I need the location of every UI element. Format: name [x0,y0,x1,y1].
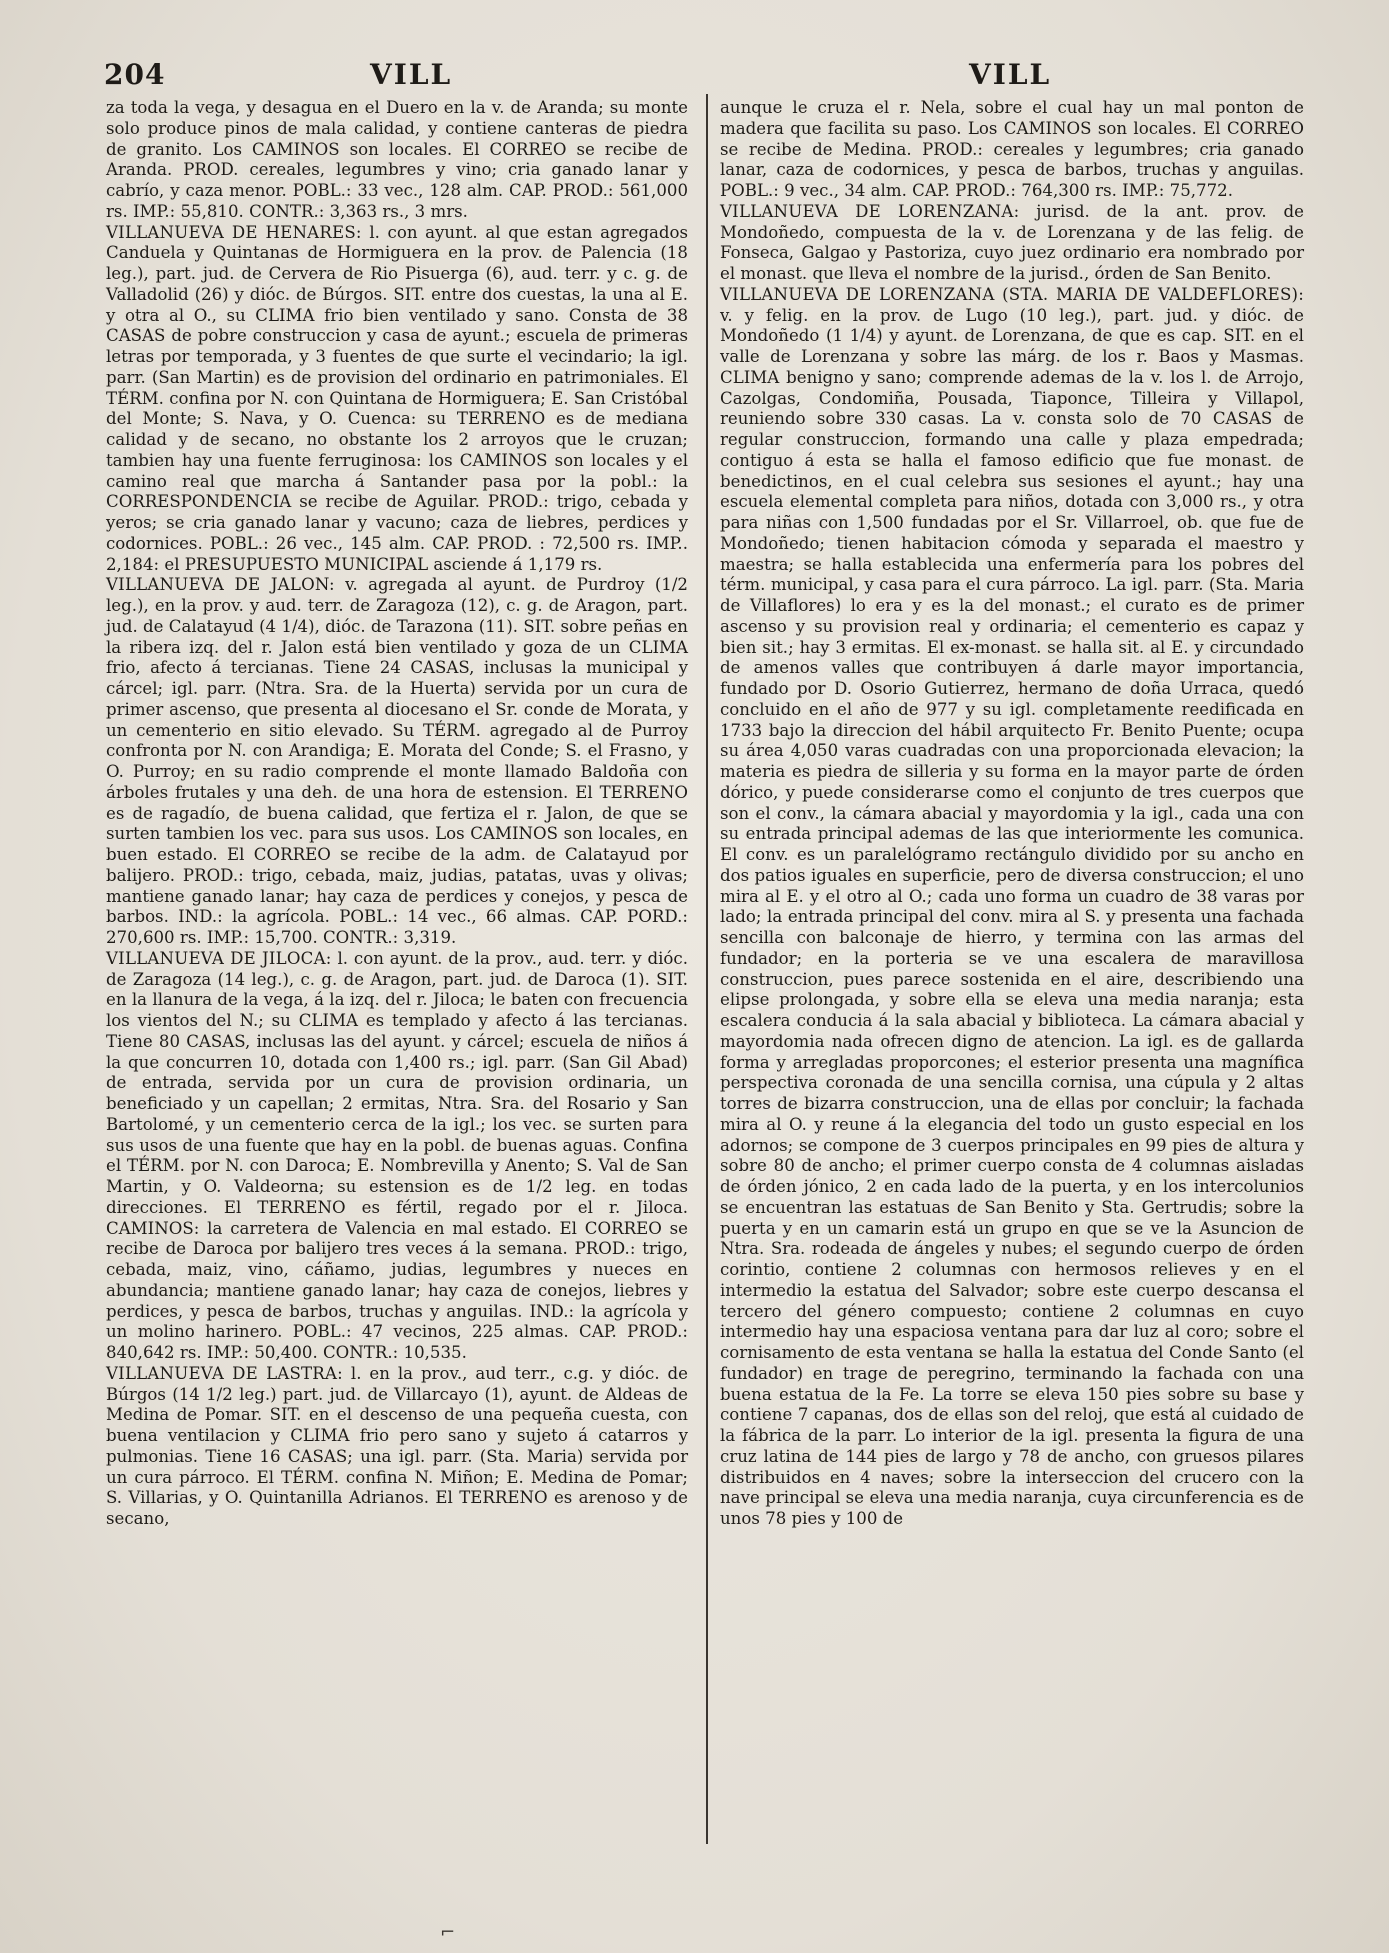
entry-continuation: aunque le cruza el r. Nela, sobre el cual hay un mal ponton de madera que facilita su paso. Los CAMINOS son locales. El CORREO se recibe de Medina. PROD.: cereales y legumbres; cria ganado lanar, caza de codornices, y pesca de barbos, truchas y anguilas. POBL.: 9 vec., 34 alm. CAP. PROD.: 764,300 rs. IMP.: 75,772. [720,98,1304,200]
entry-text: v. y felig. en la prov. de Lugo (10 leg.), part. jud. y dióc. de Mondoñedo (1 1/4) y ayunt. de Lorenzana, de que es cap. SIT. en el valle de Lorenzana y sobre las márg. de los r. Baos y Masmas. CLIMA benigno y sano; comprende ademas de la v. los l. de Arrojo, Cazolgas, Condomiña, Pousada, Tiaponce, Tilleira y Villapol, reuniendo sobre 330 casas. La v. consta solo de 70 CASAS de regular construccion, formando una calle y plaza empedrada; contiguo á esta se halla el famoso edificio que fue monast. de benedictinos, en el cual celebra sus sesiones el ayunt.; hay una escuela elemental completa para niños, dotada con 3,000 rs., y otra para niñas con 1,500 fundadas por el Sr. Villarroel, ob. que fue de Mondoñedo; tienen habitacion cómoda y separada el maestro y maestra; se halla establecida una enfermería para los pobres del térm. municipal, y casa para el cura párroco. La igl. parr. (Sta. Maria de Villaflores) lo era y es la del monast.; el curato es de primer ascenso y su provision real y ordinaria; el cementerio es capaz y bien sit.; hay 3 ermitas. El ex-monast. se halla sit. al E. y circundado de amenos valles que contribuyen á darle mayor importancia, fundado por D. Osorio Gutierrez, hermano de doña Urraca, quedó concluido en el año de 977 y su igl. completamente reedificada en 1733 bajo la direccion del hábil arquitecto Fr. Benito Puente; ocupa su área 4,050 varas cuadradas con una proporcionada elevacion; la materia es piedra de silleria y su forma en la mayor parte de órden dórico, y puede considerarse como el conjunto de tres cuerpos que son el conv., la cámara abacial y mayordomia y la igl., cada una con su entrada principal ademas de las que interiormente les comunica. El conv. es un paralelógramo rectángulo dividido por su ancho en dos patios iguales en superficie, pero de diversa construccion; el uno mira al E. y el otro al O.; cada uno forma un cuadro de 38 varas por lado; la entrada principal del conv. mira al S. y presenta una fachada sencilla con balconaje de hierro, y termina con las armas del fundador; en la porteria se ve una escalera de maravillosa construccion, pues parece sostenida en el aire, describiendo una elipse prolongada, y sobre ella se eleva una media naranja; esta escalera conducia á la sala abacial y biblioteca. La cámara abacial y mayordomia nada ofrecen digno de atencion. La igl. es de gallarda forma y arregladas proporcones; el esterior presenta una magnífica perspectiva coronada de una sencilla cornisa, una cúpula y 2 altas torres de bizarra construccion, una de ellas por concluir; la fachada mira al O. y reune á la elegancia del todo un gusto especial en los adornos; se compone de 3 cuerpos principales en 99 pies de altura y sobre 80 de ancho; el primer cuerpo consta de 4 columnas aisladas de órden jónico, 2 en cada lado de la puerta, y en los intercolunios se encuentran las estatuas de San Benito y Sta. Gertrudis; sobre la puerta y en un camarin está un grupo en que se ve la Asuncion de Ntra. Sra. rodeada de ángeles y nubes; el segundo cuerpo de órden corintio, contiene 2 columnas con hermosos relieves y en el intermedio la estatua del Salvador; sobre este cuerpo descansa el tercero del género compuesto; contiene 2 columnas en cuyo intermedio hay una espaciosa ventana para dar luz al coro; sobre el cornisamento de esta ventana se halla la estatua del Conde Santo (el fundador) en trage de peregrino, terminando la fachada con una buena estatua de la Fe. La torre se eleva 150 pies sobre su base y contiene 7 capanas, dos de ellas son del reloj, que está al cuidado de la fábrica de la parr. Lo interior de la igl. presenta la figura de una cruz latina de 144 pies de largo y 78 de ancho, con gruesos pilares distribuidos en 4 naves; sobre la interseccion del crucero con la nave principal se eleva una media naranja, cuya circunferencia es de unos 78 pies y 100 de [720,305,1304,1528]
entry-villanueva-de-lastra [106,1364,688,1530]
entry-heading: VILLANUEVA DE LORENZANA (STA. MARIA DE VALDEFLORES): [720,284,1304,304]
entry-villanueva-de-jiloca [106,949,688,1364]
running-head-right: VILL [969,58,1052,91]
entry-continuation: za toda la vega, y desagua en el Duero en la v. de Aranda; su monte solo produce pinos de mala calidad, y contiene canteras de piedra de granito. Los CAMINOS son locales. El CORREO se recibe de Aranda. PROD. cereales, legumbres y vino; cria ganado lanar y cabrío, y caza menor. POBL.: 33 vec., 128 alm. CAP. PROD.: 561,000 rs. IMP.: 55,810. CONTR.: 3,363 rs., 3 mrs. [106,98,688,221]
entry-villanueva-de-lorenzana-sta-maria [720,285,1304,1530]
entry-heading: VILLANUEVA DE LORENZANA: [720,201,1020,221]
page-number: 204 [104,58,166,91]
entry-text: l. con ayunt. de la prov., aud. terr. y dióc. de Zaragoza (14 leg.), c. g. de Aragon, part. jud. de Daroca (1). SIT. en la llanura de la vega, á la izq. del r. Jiloca; le baten con frecuencia los vientos del N.; su CLIMA es templado y afecto á las tercianas. Tiene 80 CASAS, inclusas las del ayunt. y cárcel; escuela de niños á la que concurren 10, dotada con 1,400 rs.; igl. parr. (San Gil Abad) de entrada, servida por un cura de provision ordinaria, un beneficiado y un capellan; 2 ermitas, Ntra. Sra. del Rosario y San Bartolomé, y un cementerio cerca de la igl.; los vec. se surten para sus usos de una fuente que hay en la pobl. de buenas aguas. Confina el TÉRM. por N. con Daroca; E. Nombrevilla y Anento; S. Val de San Martin, y O. Valdeorna; su estension es de 1/2 leg. en todas direcciones. El TERRENO es fértil, regado por el r. Jiloca. CAMINOS: la carretera de Valencia en mal estado. El CORREO se recibe de Daroca por balijero tres veces á la semana. PROD.: trigo, cebada, maiz, vino, cáñamo, judias, legumbres y nueces en abundancia; mantiene ganado lanar; hay caza de conejos, liebres y perdices, y pesca de barbos, truchas y anguilas. IND.: la agrícola y un molino harinero. POBL.: 47 vecinos, 225 almas. CAP. PROD.: 840,642 rs. IMP.: 50,400. CONTR.: 10,535. [106,948,688,1362]
entry-villanueva-de-henares [106,223,688,576]
entry-heading: VILLANUEVA DE JILOCA: [106,948,332,968]
page-header [104,58,1320,98]
entry-heading: VILLANUEVA DE LASTRA: [106,1363,343,1383]
running-head-left: VILL [370,58,453,91]
column-divider [706,94,708,1844]
entry-heading: VILLANUEVA DE HENARES: [106,222,362,242]
entry-text: v. agregada al ayunt. de Purdroy (1/2 leg.), en la prov. y aud. terr. de Zaragoza (12), c. g. de Aragon, part. jud. de Calatayud (4 1/4), dióc. de Tarazona (11). SIT. sobre peñas en la ribera izq. del r. Jalon está bien ventilado y goza de un CLIMA frio, afecto á tercianas. Tiene 24 CASAS, inclusas la municipal y cárcel; igl. parr. (Ntra. Sra. de la Huerta) servida por un cura de primer ascenso, que presenta al diocesano el Sr. conde de Morata, y un cementerio en sitio elevado. Su TÉRM. agregado al de Purroy confronta por N. con Arandiga; E. Morata del Conde; S. el Frasno, y O. Purroy; en su radio comprende el monte llamado Baldoña con árboles frutales y una deh. de una hora de estension. El TERRENO es de ragadío, de buena calidad, que fertiza el r. Jalon, de que se surten tambien los vec. para sus usos. Los CAMINOS son locales, en buen estado. El CORREO se recibe de la adm. de Calatayud por balijero. PROD.: trigo, cebada, maiz, judias, patatas, uvas y olivas; mantiene ganado lanar; hay caza de perdices y conejos, y pesca de barbos. IND.: la agrícola. POBL.: 14 vec., 66 almas. CAP. PORD.: 270,600 rs. IMP.: 15,700. CONTR.: 3,319. [106,575,688,947]
entry-text: l. en la prov., aud terr., c.g. y dióc. de Búrgos (14 1/2 leg.) part. jud. de Villarcayo (1), ayunt. de Aldeas de Medina de Pomar. SIT. en el descenso de una pequeña cuesta, con buena ventilacion y CLIMA frio pero sano y sujeto á catarros y pulmonias. Tiene 16 CASAS; una igl. parr. (Sta. Maria) servida por un cura párroco. El TÉRM. confina N. Miñon; E. Medina de Pomar; S. Villarias, y O. Quintanilla Adrianos. El TERRENO es arenoso y de secano, [106,1363,688,1528]
left-column [106,98,688,1530]
entry-text: jurisd. de la ant. prov. de Mondoñedo, compuesta de la v. de Lorenzana y de las felig. de Fonseca, Galgao y Pastoriza, cuyo juez ordinario era nombrado por el monast. que lleva el nombre de la jurisd., órden de San Benito. [720,201,1304,283]
entry-heading: VILLANUEVA DE JALON: [106,575,335,595]
right-column [720,98,1304,1530]
ink-mark: ⌐ [440,1922,456,1943]
entry-text: l. con ayunt. al que estan agregados Canduela y Quintanas de Hormiguera en la prov. de Palencia (18 leg.), part. jud. de Cervera de Rio Pisuerga (6), aud. terr. y c. g. de Valladolid (26) y dióc. de Búrgos. SIT. entre dos cuestas, la una al E. y otra al O., su CLIMA frio bien ventilado y sano. Consta de 38 CASAS de pobre construccion y casa de ayunt.; escuela de primeras letras por temporada, y 3 fuentes de que surte el vecindario; la igl. parr. (San Martin) es de provision del ordinario en patrimoniales. El TÉRM. confina por N. con Quintana de Hormiguera; E. San Cristóbal del Monte; S. Nava, y O. Cuenca: su TERRENO es de mediana calidad y de secano, no obstante los 2 arroyos que le cruzan; tambien hay una fuente ferruginosa: los CAMINOS son locales y el camino real que marcha á Santander pasa por la pobl.: la CORRESPONDENCIA se recibe de Aguilar. PROD.: trigo, cebada y yeros; se cria ganado lanar y vacuno; caza de liebres, perdices y codornices. POBL.: 26 vec., 145 alm. CAP. PROD. : 72,500 rs. IMP.. 2,184: el PRESUPUESTO MUNICIPAL asciende á 1,179 rs. [106,222,688,574]
entry-villanueva-de-lorenzana-jurisd [720,202,1304,285]
entry-villanueva-de-jalon [106,575,688,949]
